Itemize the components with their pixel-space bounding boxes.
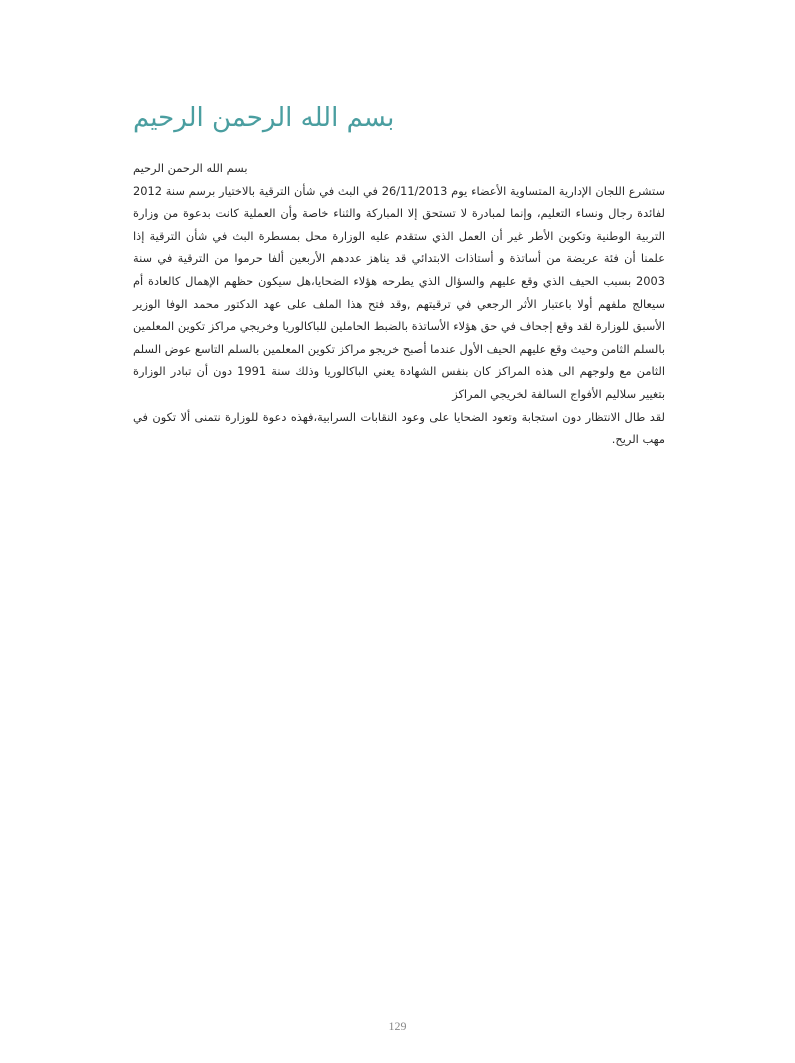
opening-line <box>133 157 665 180</box>
heading-container <box>133 98 423 138</box>
article-body <box>133 157 665 451</box>
body-paragraph-1: ستشرع اللجان الإدارية المتساوية الأعضاء يوم 26/11/2013 في البث في شأن الترقية بالاختيار برسم سنة 2012 لفائدة رجال ونساء التعليم، وإنما لمبادرة لا تستحق إلا المباركة والثناء خاصة وأن العملية كانت بدعوة من وزارة التربية الوطنية وتكوين الأطر غير أن العمل الذي ستقدم عليه الوزارة محل بمسطرة البث في شأن الترقية إذا علمنا أن فئة عريضة من أساتذة و أستاذات الابتدائي قد يناهز عددهم الأربعين ألفا حرموا من الترقية في سنة 2003 بسبب الحيف الذي وقع عليهم والسؤال الذي يطرحه هؤلاء الضحايا،هل سيكون حظهم الإهمال كالعادة أم سيعالج ملفهم أولا باعتبار الأثر الرجعي في ترقيتهم ,وقد فتح هذا الملف على عهد الدكتور محمد الوفا الوزير الأسبق للوزارة لقد وقع إجحاف في حق هؤلاء الأساتذة بالضبط الحاملين للباكالوريا وخريجي مراكز تكوين المعلمين بالسلم الثامن وحيث وقع عليهم الحيف الأول عندما أصبح خريجو مراكز تكوين المعلمين بالسلم التاسع عوض السلم الثامن مع ولوجهم الى هذه المراكز كان بنفس الشهادة يعني الباكالوريا وذلك سنة 1991 دون أن تبادر الوزارة بتغيير سلاليم الأفواج السالفة لخريجي المراكز <box>133 183 666 401</box>
page-heading: بسم الله الرحمن الرحيم <box>133 103 395 133</box>
body-paragraph-2: لقد طال الانتظار دون استجابة وتعود الضحايا على وعود النقابات السرابية،فهذه دعوة للوزارة نتمنى ألا تكون في مهب الريح. <box>133 409 665 447</box>
opening-line-text: بسم الله الرحمن الرحيم <box>133 161 248 175</box>
page-number: 129 <box>388 1019 407 1033</box>
